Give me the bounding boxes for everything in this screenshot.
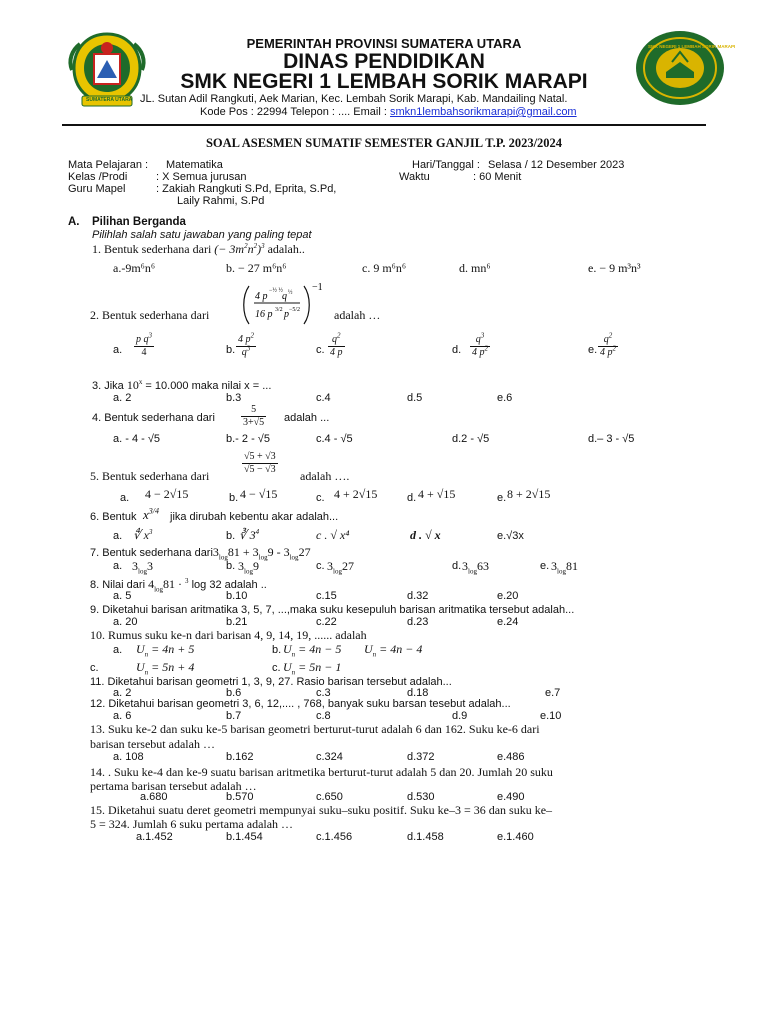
q11-option-e[interactable]: e.7: [545, 687, 561, 699]
q5-option-c-label[interactable]: c.: [316, 492, 325, 504]
q2-option-d-value: $\frac{q^3}{4 p^2}$: [472, 331, 488, 358]
teacher-value: : Zakiah Rangkuti S.Pd, Eprita, S.Pd,: [156, 183, 337, 195]
q2-option-c-label[interactable]: c.: [316, 344, 325, 356]
q14-option-e[interactable]: e.490: [497, 791, 525, 803]
teacher-label: Guru Mapel: [68, 183, 126, 195]
contact-prefix: Kode Pos : 22994 Telepon : .... Email :: [200, 106, 390, 118]
email-link[interactable]: smkn1lembahsorikmarapi@gmail.com: [389, 106, 577, 118]
q5-option-a[interactable]: 4 − 2√15: [145, 487, 189, 501]
q5-option-a-label[interactable]: a.: [120, 492, 130, 504]
q12-option-d[interactable]: d.9: [452, 710, 468, 722]
svg-text:p: p: [284, 309, 289, 320]
question-12-stem: 12. Diketahui barisan geometri 3, 6, 12,.... , 768, banyak suku barsan tesebut adalah...: [90, 698, 511, 710]
q10-option-c-label[interactable]: c.: [90, 662, 99, 674]
q9-option-c[interactable]: c.22: [316, 616, 337, 628]
q13-option-b[interactable]: b.162: [226, 751, 254, 763]
question-3: [92, 378, 271, 393]
q1-option-d[interactable]: d. mn⁶: [459, 261, 491, 275]
header-divider: [62, 124, 706, 126]
q8-option-c[interactable]: c.15: [316, 590, 337, 602]
svg-text:−1: −1: [312, 282, 323, 293]
q3-option-d[interactable]: d.5: [407, 392, 423, 404]
q2-option-b-value: $\frac{4 p^2}{q^3}$: [238, 331, 254, 358]
date-label: Hari/Tanggal :: [412, 159, 480, 171]
q5-option-b-label[interactable]: b.: [229, 492, 239, 504]
question-2-stem-pre: 2. Bentuk sederhana dari: [90, 308, 210, 322]
q8-option-d[interactable]: d.32: [407, 590, 429, 602]
svg-text:½: ½: [288, 290, 293, 296]
svg-text:4 p: 4 p: [255, 291, 268, 302]
q12-option-c[interactable]: c.8: [316, 710, 331, 722]
question-13-stem-2: barisan tersebut adalah …: [90, 737, 215, 751]
q10-option-c-value: $U_n = 5n + 4$: [136, 660, 195, 677]
q10-option-a-label[interactable]: a.: [113, 644, 123, 656]
q15-option-a[interactable]: a.1.452: [136, 831, 173, 843]
q4-option-e[interactable]: d.– 3 - √5: [588, 433, 635, 445]
question-7-expression: $3_{log}81 + 3_{log}9 - 3_{log}27$: [212, 545, 311, 562]
question-4-stem-pre: 4. Bentuk sederhana dari: [92, 412, 215, 424]
q2-option-e-value: $\frac{q^2}{4 p^2}$: [600, 331, 616, 358]
q2-option-c-value: $\frac{q^2}{4 p}$: [330, 331, 343, 358]
question-1-stem-pre: 1. Bentuk sederhana dari: [92, 242, 212, 256]
question-14-stem: 14. . Suku ke-4 dan ke-9 suatu barisan aritmetika berturut-turut adalah 5 dan 20. Jumlah 20 suku: [90, 765, 553, 779]
question-10-stem: 10. Rumus suku ke-n dari barisan 4, 9, 14, 19, ...... adalah: [90, 628, 367, 642]
q3-option-e[interactable]: e.6: [497, 392, 513, 404]
section-title: Pilihan Berganda: [92, 216, 186, 228]
question-6-stem-pre: 6. Bentuk: [90, 511, 137, 523]
q10-option-a-value: $U_n = 4n + 5$: [136, 642, 195, 659]
q6-option-c[interactable]: c . √ x⁴: [316, 528, 350, 542]
q6-option-a-value: ∜ $x^3$: [133, 528, 153, 542]
q7-option-a-value: $3_{log}3$: [132, 559, 153, 576]
q4-option-b[interactable]: b.- 2 - √5: [226, 433, 270, 445]
q15-option-b[interactable]: b.1.454: [226, 831, 263, 843]
question-2: [90, 308, 209, 323]
q8-option-a[interactable]: a. 5: [113, 590, 132, 602]
svg-text:−½ ½: −½ ½: [269, 288, 283, 294]
question-2-expression: [242, 282, 340, 328]
q3-option-b[interactable]: b.3: [226, 392, 242, 404]
q10-option-b-label[interactable]: b.: [272, 644, 282, 656]
q14-option-a[interactable]: a.680: [140, 791, 168, 803]
header-province: PEMERINTAH PROVINSI SUMATERA UTARA: [246, 36, 522, 51]
q6-option-d[interactable]: d . √ x: [410, 528, 441, 542]
q13-option-a[interactable]: a. 108: [113, 751, 144, 763]
q1-option-b[interactable]: b. − 27 m⁶n⁶: [226, 261, 287, 275]
q11-option-d[interactable]: d.18: [407, 687, 429, 699]
question-3-stem-post: = 10.000 maka nilai x = ...: [145, 380, 272, 392]
question-1-expression: (− $3m^2n^2)^3$: [214, 242, 265, 256]
q9-option-e[interactable]: e.24: [497, 616, 519, 628]
q4-option-d[interactable]: d.2 - √5: [452, 433, 490, 445]
q14-option-b[interactable]: b.570: [226, 791, 254, 803]
q5-option-d-label[interactable]: d.: [407, 492, 417, 504]
q5-option-b[interactable]: 4 − √15: [240, 487, 278, 501]
question-14-stem-2: pertama barisan tersebut adalah …: [90, 779, 257, 793]
question-15-stem-2: 5 = 324. Jumlah 6 suku pertama adalah …: [90, 817, 294, 831]
q1-option-a[interactable]: a.-9m⁶n⁶: [113, 261, 156, 275]
q4-option-a[interactable]: a. - 4 - √5: [113, 433, 160, 445]
header-department: DINAS PENDIDIKAN: [283, 50, 485, 73]
question-1-stem-post: adalah..: [267, 242, 305, 256]
question-4-stem-post: adalah ...: [284, 412, 330, 424]
q2-option-b-label[interactable]: b.: [226, 344, 236, 356]
q11-option-c[interactable]: c.3: [316, 687, 331, 699]
q4-option-c[interactable]: c.4 - √5: [316, 433, 353, 445]
q7-option-a-label[interactable]: a.: [113, 560, 123, 572]
question-8-expression: $4_{log}81 \cdot ^3$: [148, 577, 189, 594]
q11-option-a[interactable]: a. 2: [113, 687, 132, 699]
q7-option-c-value: $3_{log}27$: [327, 559, 354, 576]
svg-text:16 p: 16 p: [255, 309, 273, 320]
section-letter: A.: [68, 216, 80, 228]
q14-option-c[interactable]: c.650: [316, 791, 343, 803]
svg-text:q: q: [282, 291, 287, 302]
q13-option-e[interactable]: e.486: [497, 751, 525, 763]
q1-option-c[interactable]: c. 9 m⁶n⁶: [362, 261, 407, 275]
question-8-stem-post: log 32 adalah ..: [191, 579, 267, 591]
q13-option-c[interactable]: c.324: [316, 751, 343, 763]
question-13-stem: 13. Suku ke-2 dan suku ke-5 barisan geometri berturut-turut adalah 6 dan 162. Suku ke-6 dari: [90, 722, 540, 736]
class-label: Kelas /Prodi: [68, 171, 128, 183]
q6-option-b-value: ∛ $3^4$: [239, 528, 260, 542]
q15-option-d[interactable]: d.1.458: [407, 831, 444, 843]
question-9-stem: 9. Diketahui barisan aritmatika 3, 5, 7, ...,maka suku kesepuluh barisan aritmatika tersebut adalah...: [90, 604, 575, 616]
right-logo-text: SMK NEGERI 1 LEMBAH SORIK MARAPI: [648, 44, 736, 49]
q14-option-d[interactable]: d.530: [407, 791, 435, 803]
q5-option-d[interactable]: 4 + √15: [418, 487, 456, 501]
question-4-expression: $\frac{5}{3+√5}$: [243, 404, 265, 428]
q12-option-b[interactable]: b.7: [226, 710, 242, 722]
q15-option-c[interactable]: c.1.456: [316, 831, 353, 843]
q11-option-b[interactable]: b.6: [226, 687, 242, 699]
subject-value: Matematika: [166, 159, 223, 171]
q7-option-b-value: $3_{log}9$: [238, 559, 259, 576]
q9-option-a[interactable]: a. 20: [113, 616, 138, 628]
q2-option-e-label[interactable]: e.: [588, 344, 598, 356]
question-7-stem: 7. Bentuk sederhana dari: [90, 547, 213, 559]
question-7: [90, 545, 311, 560]
q3-option-a[interactable]: a. 2: [113, 392, 132, 404]
q7-option-d-value: $3_{log}63$: [462, 559, 489, 576]
time-label: Waktu: [399, 171, 430, 183]
time-value: : 60 Menit: [473, 171, 522, 183]
q8-option-e[interactable]: e.20: [497, 590, 519, 602]
question-8-stem-pre: 8. Nilai dari: [90, 579, 146, 591]
q5-option-c[interactable]: 4 + 2√15: [334, 487, 378, 501]
q7-option-e-label[interactable]: e.: [540, 560, 550, 572]
question-3-power: 10$^x$: [126, 378, 143, 392]
question-6-stem-post: jika dirubah kebentu akar adalah...: [170, 511, 339, 523]
q12-option-e[interactable]: e.10: [540, 710, 562, 722]
q7-option-b-label[interactable]: b.: [226, 560, 236, 572]
q6-option-e[interactable]: e.√3x: [497, 530, 524, 542]
teacher-value-2: Laily Rahmi, S.Pd: [177, 195, 265, 207]
left-logo-text: SUMATERA UTARA: [86, 97, 133, 103]
q3-option-c[interactable]: c.4: [316, 392, 331, 404]
subject-label: Mata Pelajaran :: [68, 159, 149, 171]
q9-option-d[interactable]: d.23: [407, 616, 429, 628]
q12-option-a[interactable]: a. 6: [113, 710, 132, 722]
q6-option-a-label[interactable]: a.: [113, 530, 123, 542]
q2-option-d-label[interactable]: d.: [452, 344, 462, 356]
question-2-stem-post: adalah …: [334, 308, 381, 322]
question-3-stem-pre: 3. Jika: [92, 380, 124, 392]
header-address: JL. Sutan Adil Rangkuti, Aek Marian, Kec. Lembah Sorik Marapi, Kab. Mandailing Natal.: [140, 93, 568, 105]
question-1: [92, 242, 305, 257]
q7-option-e-value: $3_{log}81$: [551, 559, 578, 576]
q10-option-b2-value: $U_n = 4n - 4$: [364, 642, 423, 659]
svg-text:3/2: 3/2: [275, 307, 283, 313]
header-contact: [200, 106, 577, 118]
svg-text:−5/2: −5/2: [289, 307, 301, 313]
question-5-stem-post: adalah ….: [300, 469, 350, 483]
q13-option-d[interactable]: d.372: [407, 751, 435, 763]
q7-option-d-label[interactable]: d.: [452, 560, 462, 572]
question-5-expression: $\frac{√5 + √3}{√5 - √3}$: [244, 451, 276, 475]
q10-option-b-value: $U_n = 4n - 5$: [283, 642, 342, 659]
q10-option-d-value: $U_n = 5n - 1$: [283, 660, 342, 677]
q9-option-b[interactable]: b.21: [226, 616, 248, 628]
header-school: SMK NEGERI 1 LEMBAH SORIK MARAPI: [180, 70, 588, 93]
date-value: Selasa / 12 Desember 2023: [488, 159, 625, 171]
question-6-expression: $x^{3/4}$: [143, 506, 160, 522]
q2-option-a-label[interactable]: a.: [113, 344, 123, 356]
q15-option-e[interactable]: e.1.460: [497, 831, 534, 843]
q1-option-e[interactable]: e. − 9 m³n³: [588, 261, 641, 275]
question-15-stem: 15. Diketahui suatu deret geometri mempunyai suku–suku positif. Suku ke–3 = 36 dan suku ke–: [90, 803, 553, 817]
q10-option-d-label[interactable]: c.: [272, 662, 281, 674]
question-5-stem-pre: 5. Bentuk sederhana dari: [90, 469, 210, 483]
q2-option-a-value: $\frac{p q^3}{4}$: [136, 331, 152, 358]
q6-option-b-label[interactable]: b.: [226, 530, 236, 542]
q5-option-e-label[interactable]: e.: [497, 492, 507, 504]
exam-title: SOAL ASESMEN SUMATIF SEMESTER GANJIL T.P. 2023/2024: [205, 136, 563, 150]
q5-option-e[interactable]: 8 + 2√15: [507, 487, 551, 501]
q8-option-b[interactable]: b.10: [226, 590, 248, 602]
section-instruction: Pilihlah salah satu jawaban yang paling tepat: [92, 229, 312, 241]
question-11-stem: 11. Diketahui barisan geometri 1, 3, 9, 27. Rasio barisan tersebut adalah...: [90, 676, 452, 688]
q7-option-c-label[interactable]: c.: [316, 560, 325, 572]
class-value: : X Semua jurusan: [156, 171, 247, 183]
